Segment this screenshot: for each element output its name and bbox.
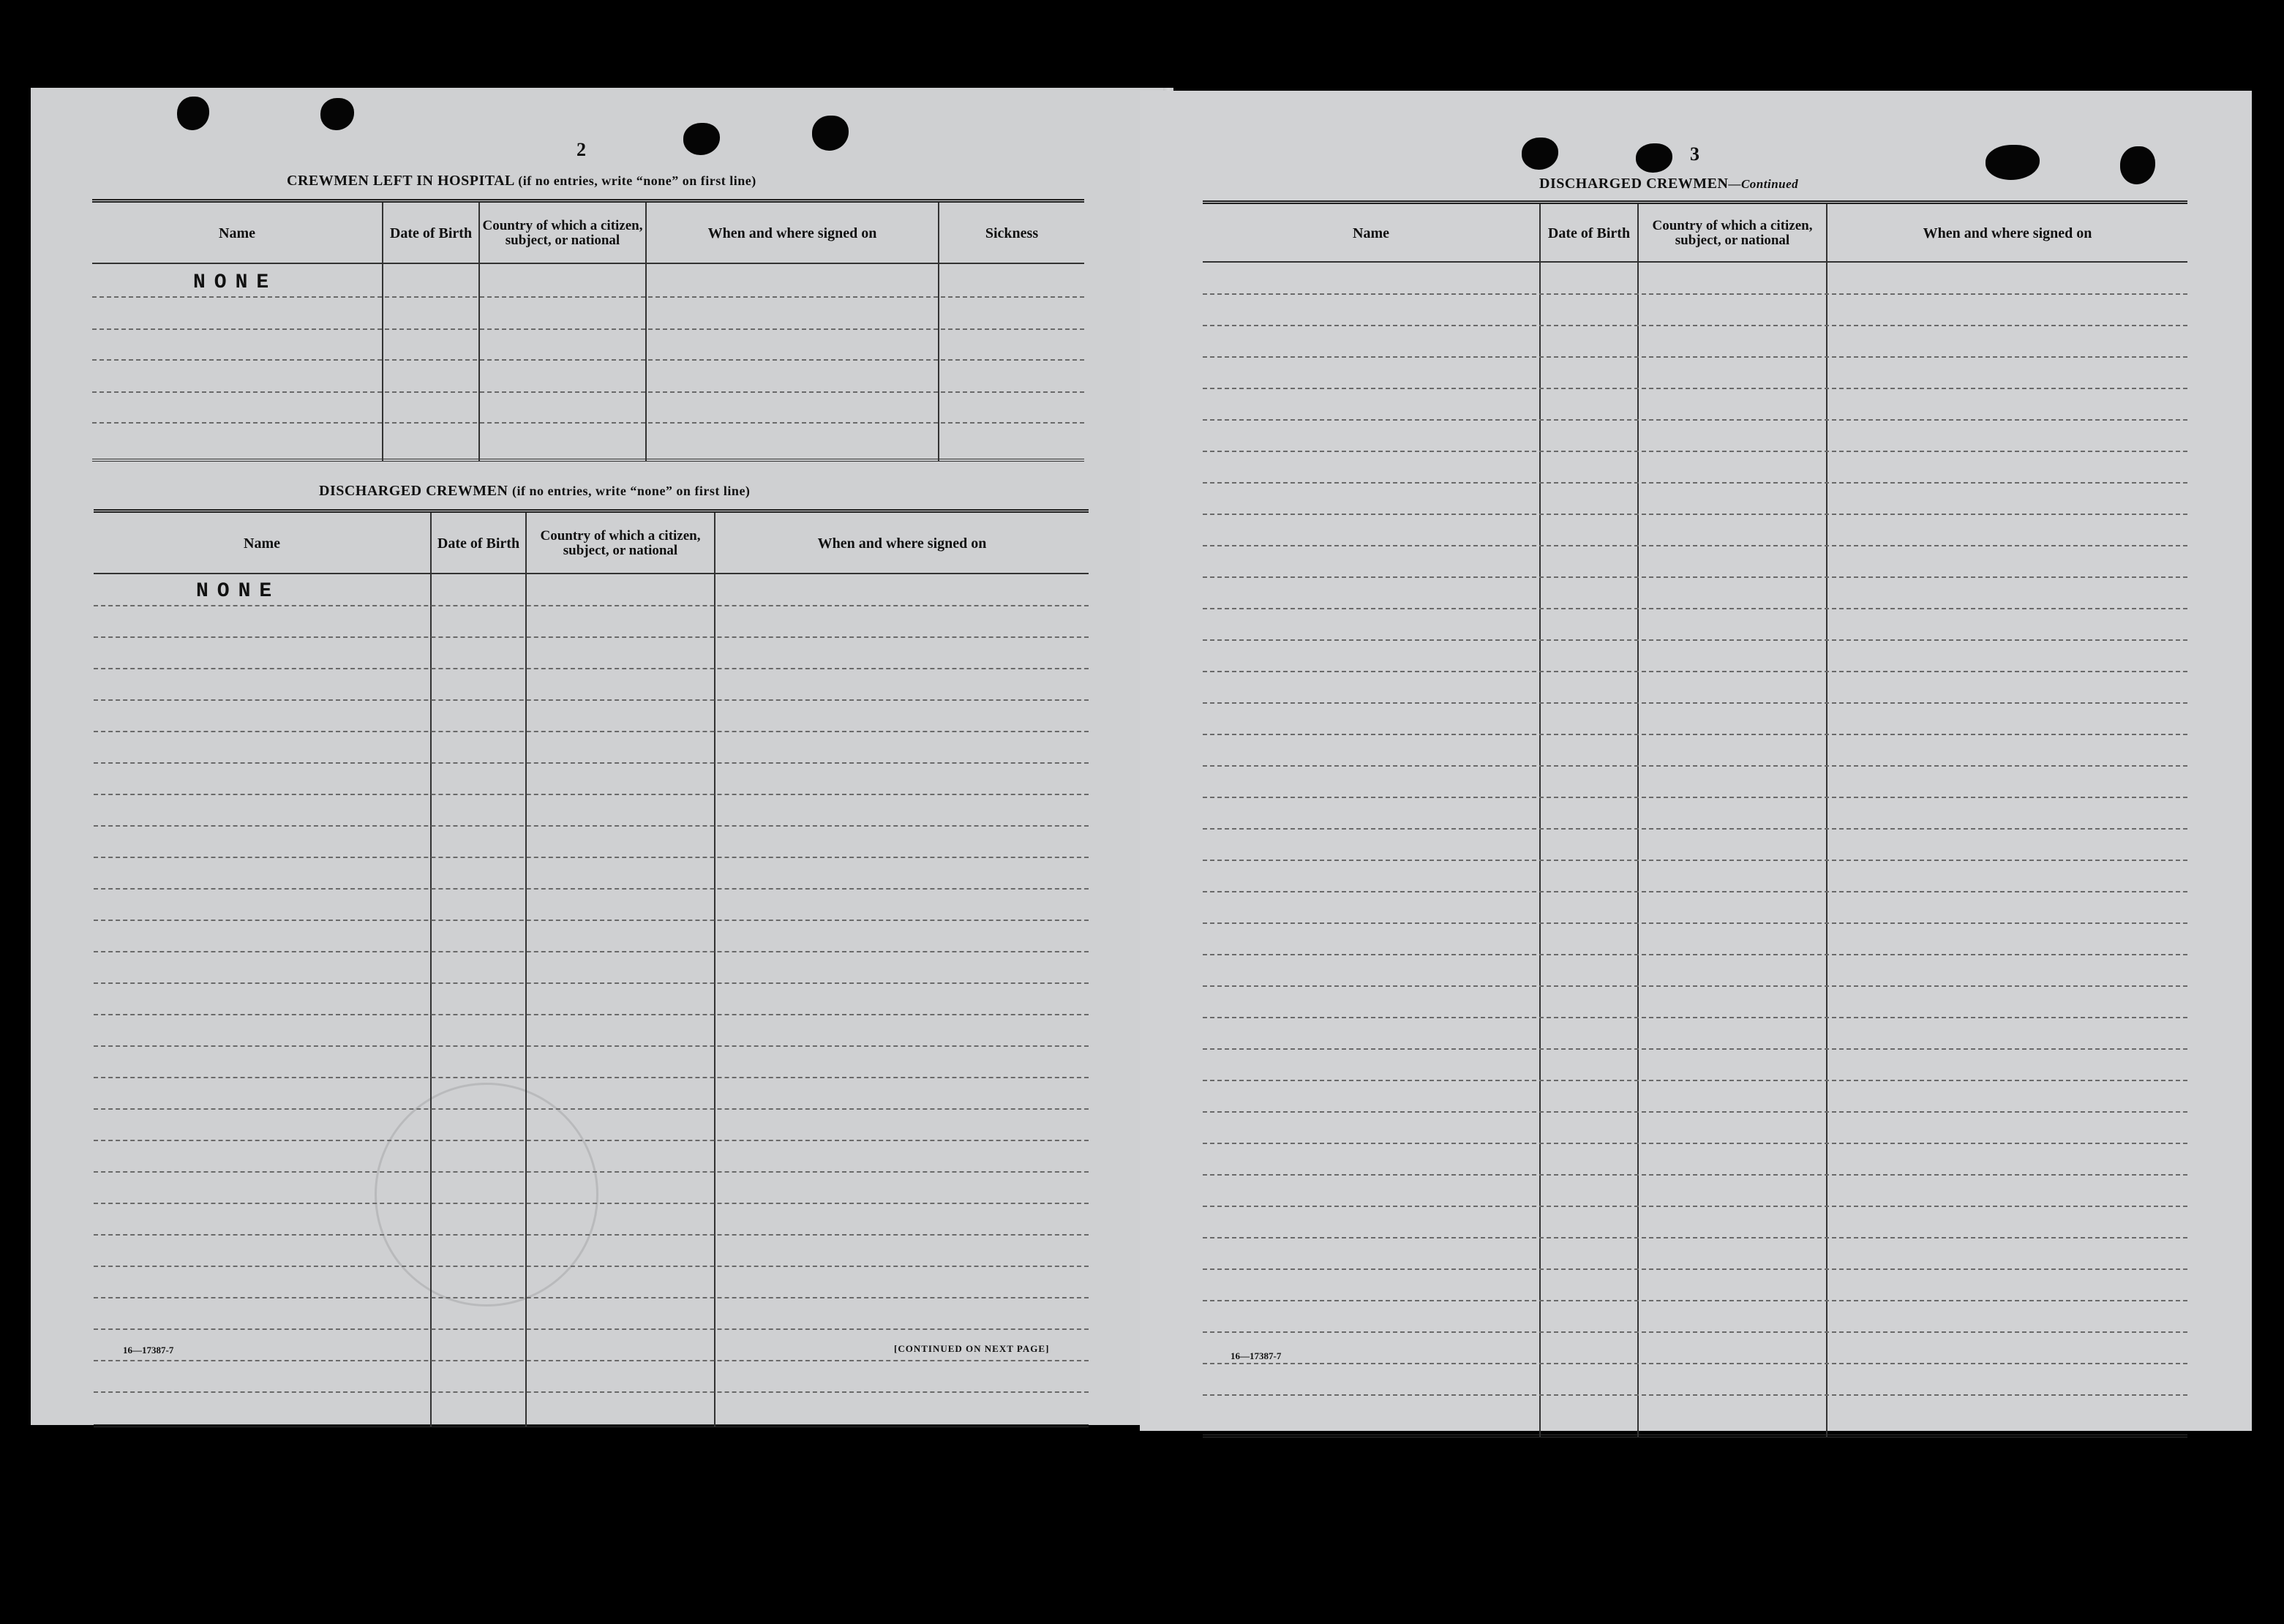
continued-suffix: —Continued	[1728, 177, 1799, 191]
hospital-col-sickness: Sickness	[985, 225, 1039, 241]
hospital-entry-none: NONE	[193, 271, 278, 294]
discharged-continued-title	[1539, 176, 1798, 192]
discharged-table-right	[1203, 200, 2187, 1437]
right-page	[1140, 91, 2252, 1431]
punch-hole	[1636, 143, 1672, 173]
page-number: 3	[1690, 143, 1699, 165]
form-code: 16—17387-7	[123, 1345, 174, 1356]
right-col-country: Country of which a citizen, subject, or national	[1652, 218, 1813, 248]
punch-hole	[2120, 146, 2155, 184]
page-number: 2	[576, 139, 586, 160]
punch-hole	[1522, 138, 1558, 170]
discharged-col-name: Name	[244, 535, 280, 552]
punch-hole	[320, 98, 354, 130]
discharged-col-dob: Date of Birth	[437, 535, 520, 552]
hospital-title-text: CREWMEN LEFT IN HOSPITAL	[287, 173, 514, 189]
discharged-title-instruction: (if no entries, write “none” on first line)	[511, 484, 751, 498]
discharged-col-country: Country of which a citizen, subject, or national	[540, 528, 701, 558]
discharged-entry-none: NONE	[196, 580, 281, 603]
punch-hole	[1986, 145, 2040, 180]
hospital-col-signed-on: When and where signed on	[707, 225, 877, 241]
right-col-name: Name	[1353, 225, 1389, 241]
left-page	[31, 88, 1163, 1425]
hospital-col-dob: Date of Birth	[389, 225, 473, 241]
hospital-title-instruction: (if no entries, write “none” on first line)	[518, 173, 756, 188]
discharged-title-text: DISCHARGED CREWMEN	[319, 483, 508, 499]
continued-note: [CONTINUED ON NEXT PAGE]	[894, 1343, 1050, 1354]
discharged-section-title	[319, 483, 750, 500]
hospital-table	[92, 199, 1084, 462]
discharged-continued-text: DISCHARGED CREWMEN	[1539, 176, 1729, 192]
punch-hole	[177, 97, 209, 130]
punch-hole	[683, 123, 720, 155]
right-col-dob: Date of Birth	[1547, 225, 1631, 241]
discharged-col-signed-on: When and where signed on	[817, 535, 987, 552]
right-col-signed-on: When and where signed on	[1923, 225, 2092, 241]
hospital-col-country: Country of which a citizen, subject, or national	[482, 218, 643, 248]
punch-hole	[812, 116, 849, 151]
hospital-col-name: Name	[219, 225, 255, 241]
hospital-section-title	[287, 173, 756, 189]
form-code: 16—17387-7	[1231, 1350, 1282, 1361]
discharged-table-left	[94, 509, 1089, 1427]
